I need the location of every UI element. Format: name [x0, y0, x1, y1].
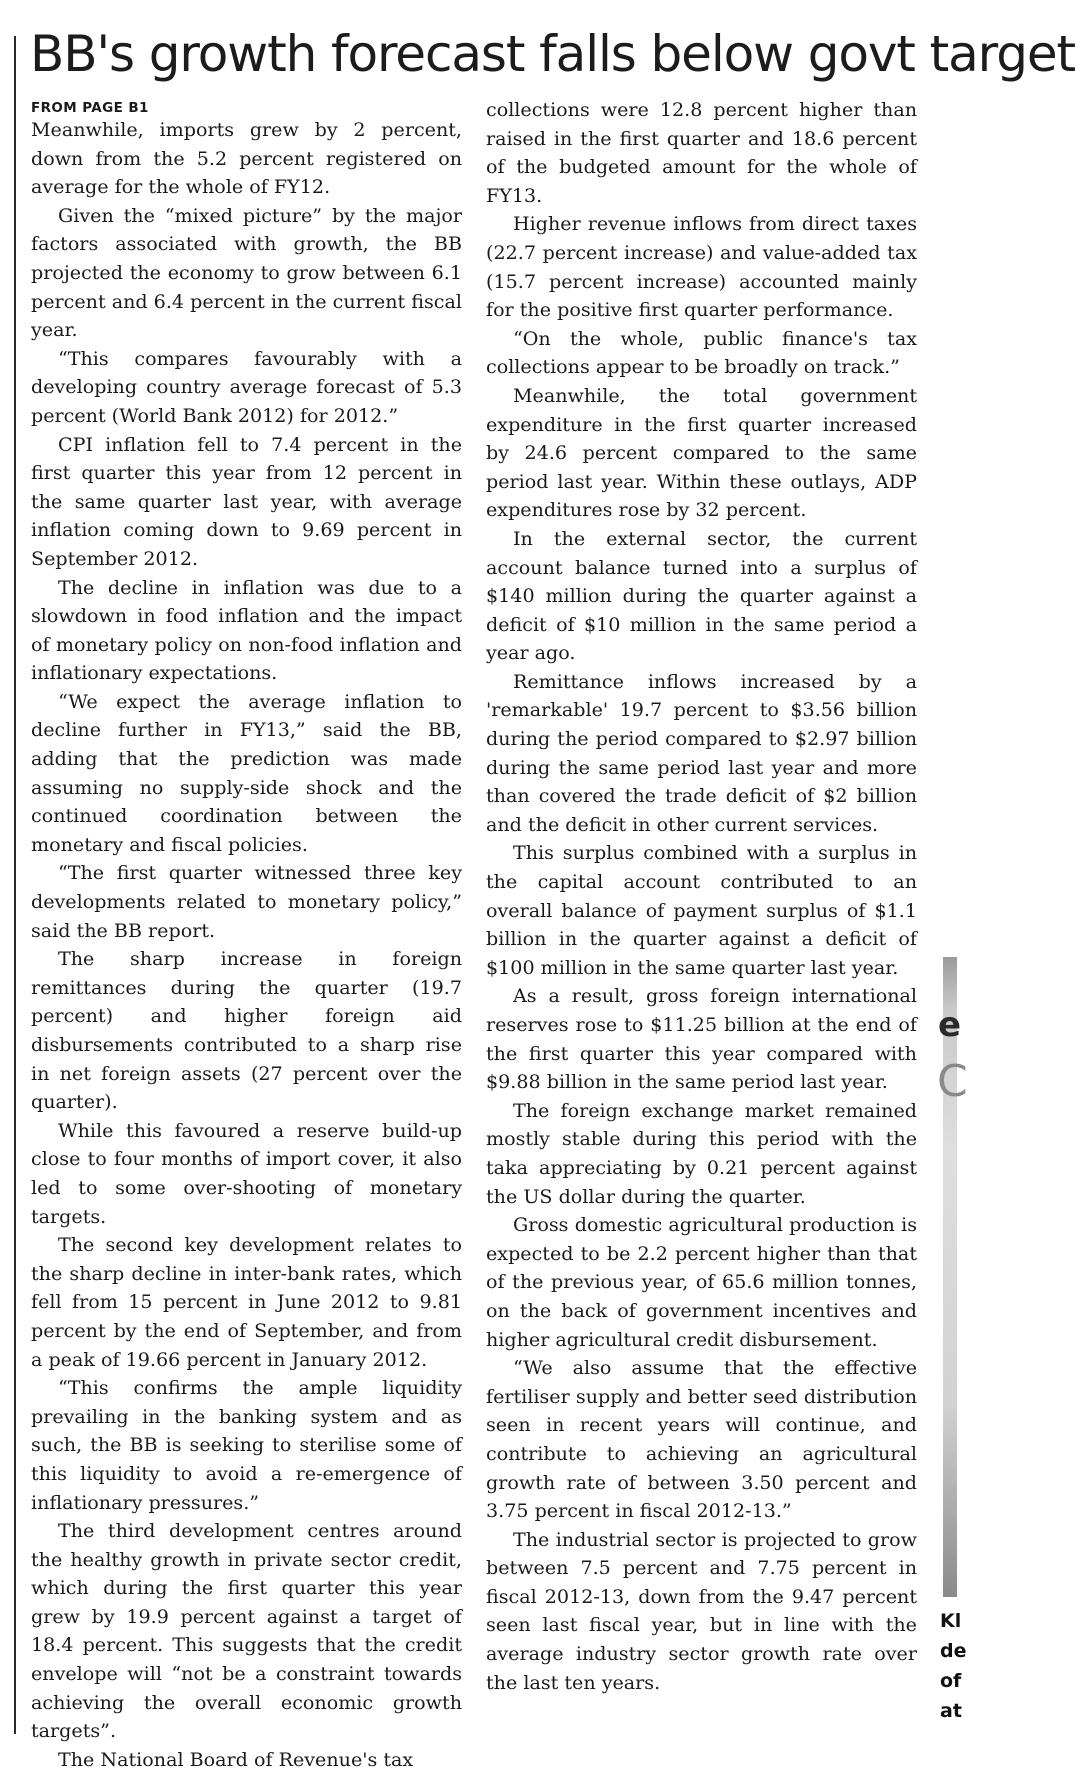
paragraph: The third development centres around the healthy growth in private sector credit, which during the first quarter this year grew by 19.9 percent against a target of 18.4 percent. This suggests that the credit envelope will “not be a constraint towards achieving the overall economic growth targets”.	[31, 1519, 462, 1743]
kicker: FROM PAGE B1	[31, 100, 149, 116]
paragraph: Remittance inflows increased by a 'remarkable' 19.7 percent to $3.56 billion during the period compared to $2.97 billion during the same period last year and more than covered the trade deficit of $2 billion and the deficit in other current services.	[486, 669, 917, 836]
paragraph: “This confirms the ample liquidity prevailing in the banking system and as such, the BB is seeking to sterilise some of this liquidity to avoid a re-emergence of inflationary pressures.”	[31, 1376, 462, 1514]
paragraph: The foreign exchange market remained mostly stable during this period with the taka appreciating by 0.21 percent against the US dollar during the quarter.	[486, 1098, 917, 1208]
paragraph: The decline in inflation was due to a slowdown in food inflation and the impact of monetary policy on non-food inflation and inflationary expectations.	[31, 575, 462, 685]
paragraph: collections were 12.8 percent higher than raised in the first quarter and 18.6 percent of the budgeted amount for the whole of FY13.	[486, 98, 917, 207]
paragraph: “This compares favourably with a developing country average forecast of 5.3 percent (World Bank 2012) for 2012.”	[31, 346, 462, 427]
paragraph: In the external sector, the current account balance turned into a surplus of $140 million during the quarter against a deficit of $10 million in the same period a year ago.	[486, 526, 917, 665]
photo-text-fragment: e	[938, 1005, 962, 1045]
article-column-2	[486, 96, 917, 1732]
paragraph: Given the “mixed picture” by the major factors associated with growth, the BB projected the economy to grow between 6.1 percent and 6.4 percent in the current fiscal year.	[31, 203, 462, 342]
paragraph: “We also assume that the effective fertiliser supply and better seed distribution seen in recent years will continue, and contribute to achieving an agricultural growth rate of between 3.50 percent and 3.75 percent in fiscal 2012-13.”	[486, 1356, 917, 1523]
caption-line: at	[940, 1700, 962, 1722]
photo-text-fragment: C	[937, 1056, 968, 1107]
paragraph: Higher revenue inflows from direct taxes (22.7 percent increase) and value-added tax (15.7 percent increase) accounted mainly for the positive first quarter performance.	[486, 212, 917, 322]
paragraph: CPI inflation fell to 7.4 percent in the first quarter this year from 12 percent in the same quarter last year, with average inflation coming down to 9.69 percent in September 2012.	[31, 432, 462, 570]
paragraph: Gross domestic agricultural production is expected to be 2.2 percent higher than that of the previous year, of 65.6 million tonnes, on the back of government incentives and higher agricultural credit disbursement.	[486, 1213, 917, 1351]
paragraph: While this favoured a reserve build-up close to four months of import cover, it also led to some over-shooting of monetary targets.	[31, 1118, 462, 1228]
paragraph: “The first quarter witnessed three key developments related to monetary policy,” said the BB report.	[31, 861, 462, 942]
paragraph: The industrial sector is projected to grow between 7.5 percent and 7.75 percent in fiscal 2012-13, down from the 9.47 percent seen last fiscal year, but in line with the average industry sector growth rate over the last ten years.	[486, 1527, 917, 1694]
paragraph: Meanwhile, imports grew by 2 percent, down from the 5.2 percent registered on average for the whole of FY12.	[31, 118, 462, 199]
caption-line: de	[940, 1640, 967, 1662]
paragraph: As a result, gross foreign international reserves rose to $11.25 billion at the end of the first quarter this year compared with $9.88 billion in the same period last year.	[486, 984, 917, 1094]
column-rule	[14, 36, 16, 1734]
article-column-1	[31, 98, 462, 1771]
adjacent-photo	[943, 957, 957, 1597]
caption-line: Kl	[940, 1610, 962, 1632]
paragraph: Meanwhile, the total government expenditure in the first quarter increased by 24.6 percent compared to the same period last year. Within these outlays, ADP expenditures rose by 32 percent.	[486, 383, 917, 522]
paragraph: The second key development relates to the sharp decline in inter-bank rates, which fell from 15 percent in June 2012 to 9.81 percent by the end of September, and from a peak of 19.66 percent in January 2012.	[31, 1233, 462, 1371]
paragraph: This surplus combined with a surplus in the capital account contributed to an overall balance of payment surplus of $1.1 billion in the quarter against a deficit of $100 million in the same quarter last year.	[486, 841, 917, 979]
caption-line: of	[940, 1670, 962, 1692]
paragraph: The sharp increase in foreign remittances during the quarter (19.7 percent) and higher foreign aid disbursements contributed to a sharp rise in net foreign assets (27 percent over the quarter).	[31, 947, 462, 1114]
photo-caption	[940, 1606, 967, 1726]
paragraph: “We expect the average inflation to decline further in FY13,” said the BB, adding that the prediction was made assuming no supply-side shock and the continued coordination between the monetary and fiscal policies.	[31, 689, 462, 856]
paragraph: The National Board of Revenue's tax	[58, 1747, 414, 1771]
headline: BB's growth forecast falls below govt target	[30, 25, 1075, 83]
photo-margin	[936, 957, 943, 1597]
paragraph: “On the whole, public finance's tax collections appear to be broadly on track.”	[486, 326, 917, 379]
